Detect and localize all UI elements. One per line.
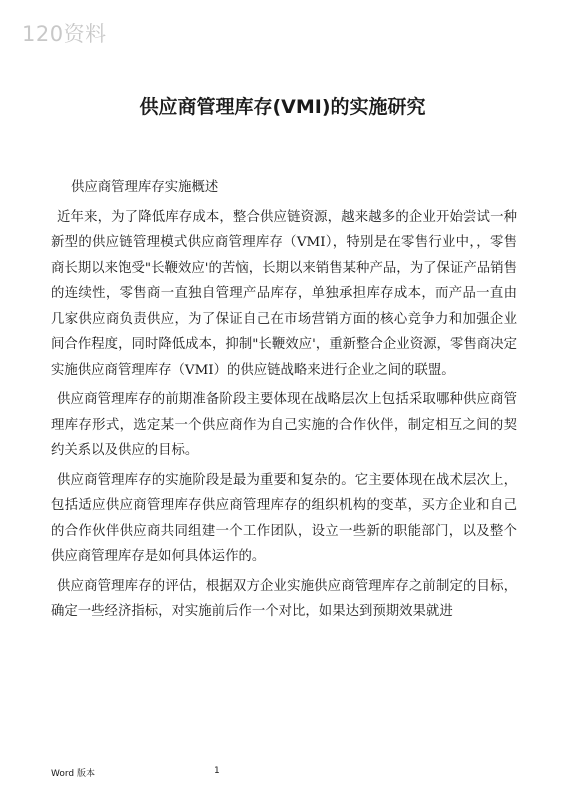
paragraph-4: 供应商管理库存的评估，根据双方企业实施供应商管理库存之前制定的目标，确定一些经济指标，对实施前后作一个对比，如果达到预期效果就进 (51, 578, 517, 619)
footer-label: Word 版本 (51, 769, 95, 779)
paragraph-1: 近年来，为了降低库存成本，整合供应链资源，越来越多的企业开始尝试一种新型的供应链管理模式供应商管理库存（VMI），特别是在零售行业中，，零售商长期以来饱受"长鞭效应'的苦恼，长期以来销售某种产品，为了保证产品销售的连续性，零售商一直独自管理产品库存，单独承担库存成本，而产品一直由几家供应商负责供应，为了保证自己在市场营销方面的核心竞争力和加强企业间合作程度，同时降低成本，抑制"长鞭效应'，重新整合企业资源，零售商决定实施供应商管理库存（VMI）的供应链战略来进行企业之间的联盟。 (51, 209, 517, 378)
paragraph-3: 供应商管理库存的实施阶段是最为重要和复杂的。它主要体现在战术层次上，包括适应供应商管理库存供应商管理库存的组织机构的变革，买方企业和自己的合作伙伴供应商共同组建一个工作团队，设立一些新的职能部门，以及整个供应商管理库存是如何具体运作的。 (51, 472, 517, 564)
paragraph-2: 供应商管理库存的前期准备阶段主要体现在战略层次上包括采取哪种供应商管理库存形式，选定某一个供应商作为自己实施的合作伙伴，制定相互之间的契约关系以及供应的目标。 (51, 392, 517, 458)
document-title: 供应商管理库存(VMI)的实施研究 (139, 96, 426, 118)
watermark-logo: 120资料 (22, 22, 107, 46)
page-number: 1 (214, 766, 220, 776)
document-body (51, 175, 517, 629)
section-heading: 供应商管理库存实施概述 (71, 180, 219, 195)
